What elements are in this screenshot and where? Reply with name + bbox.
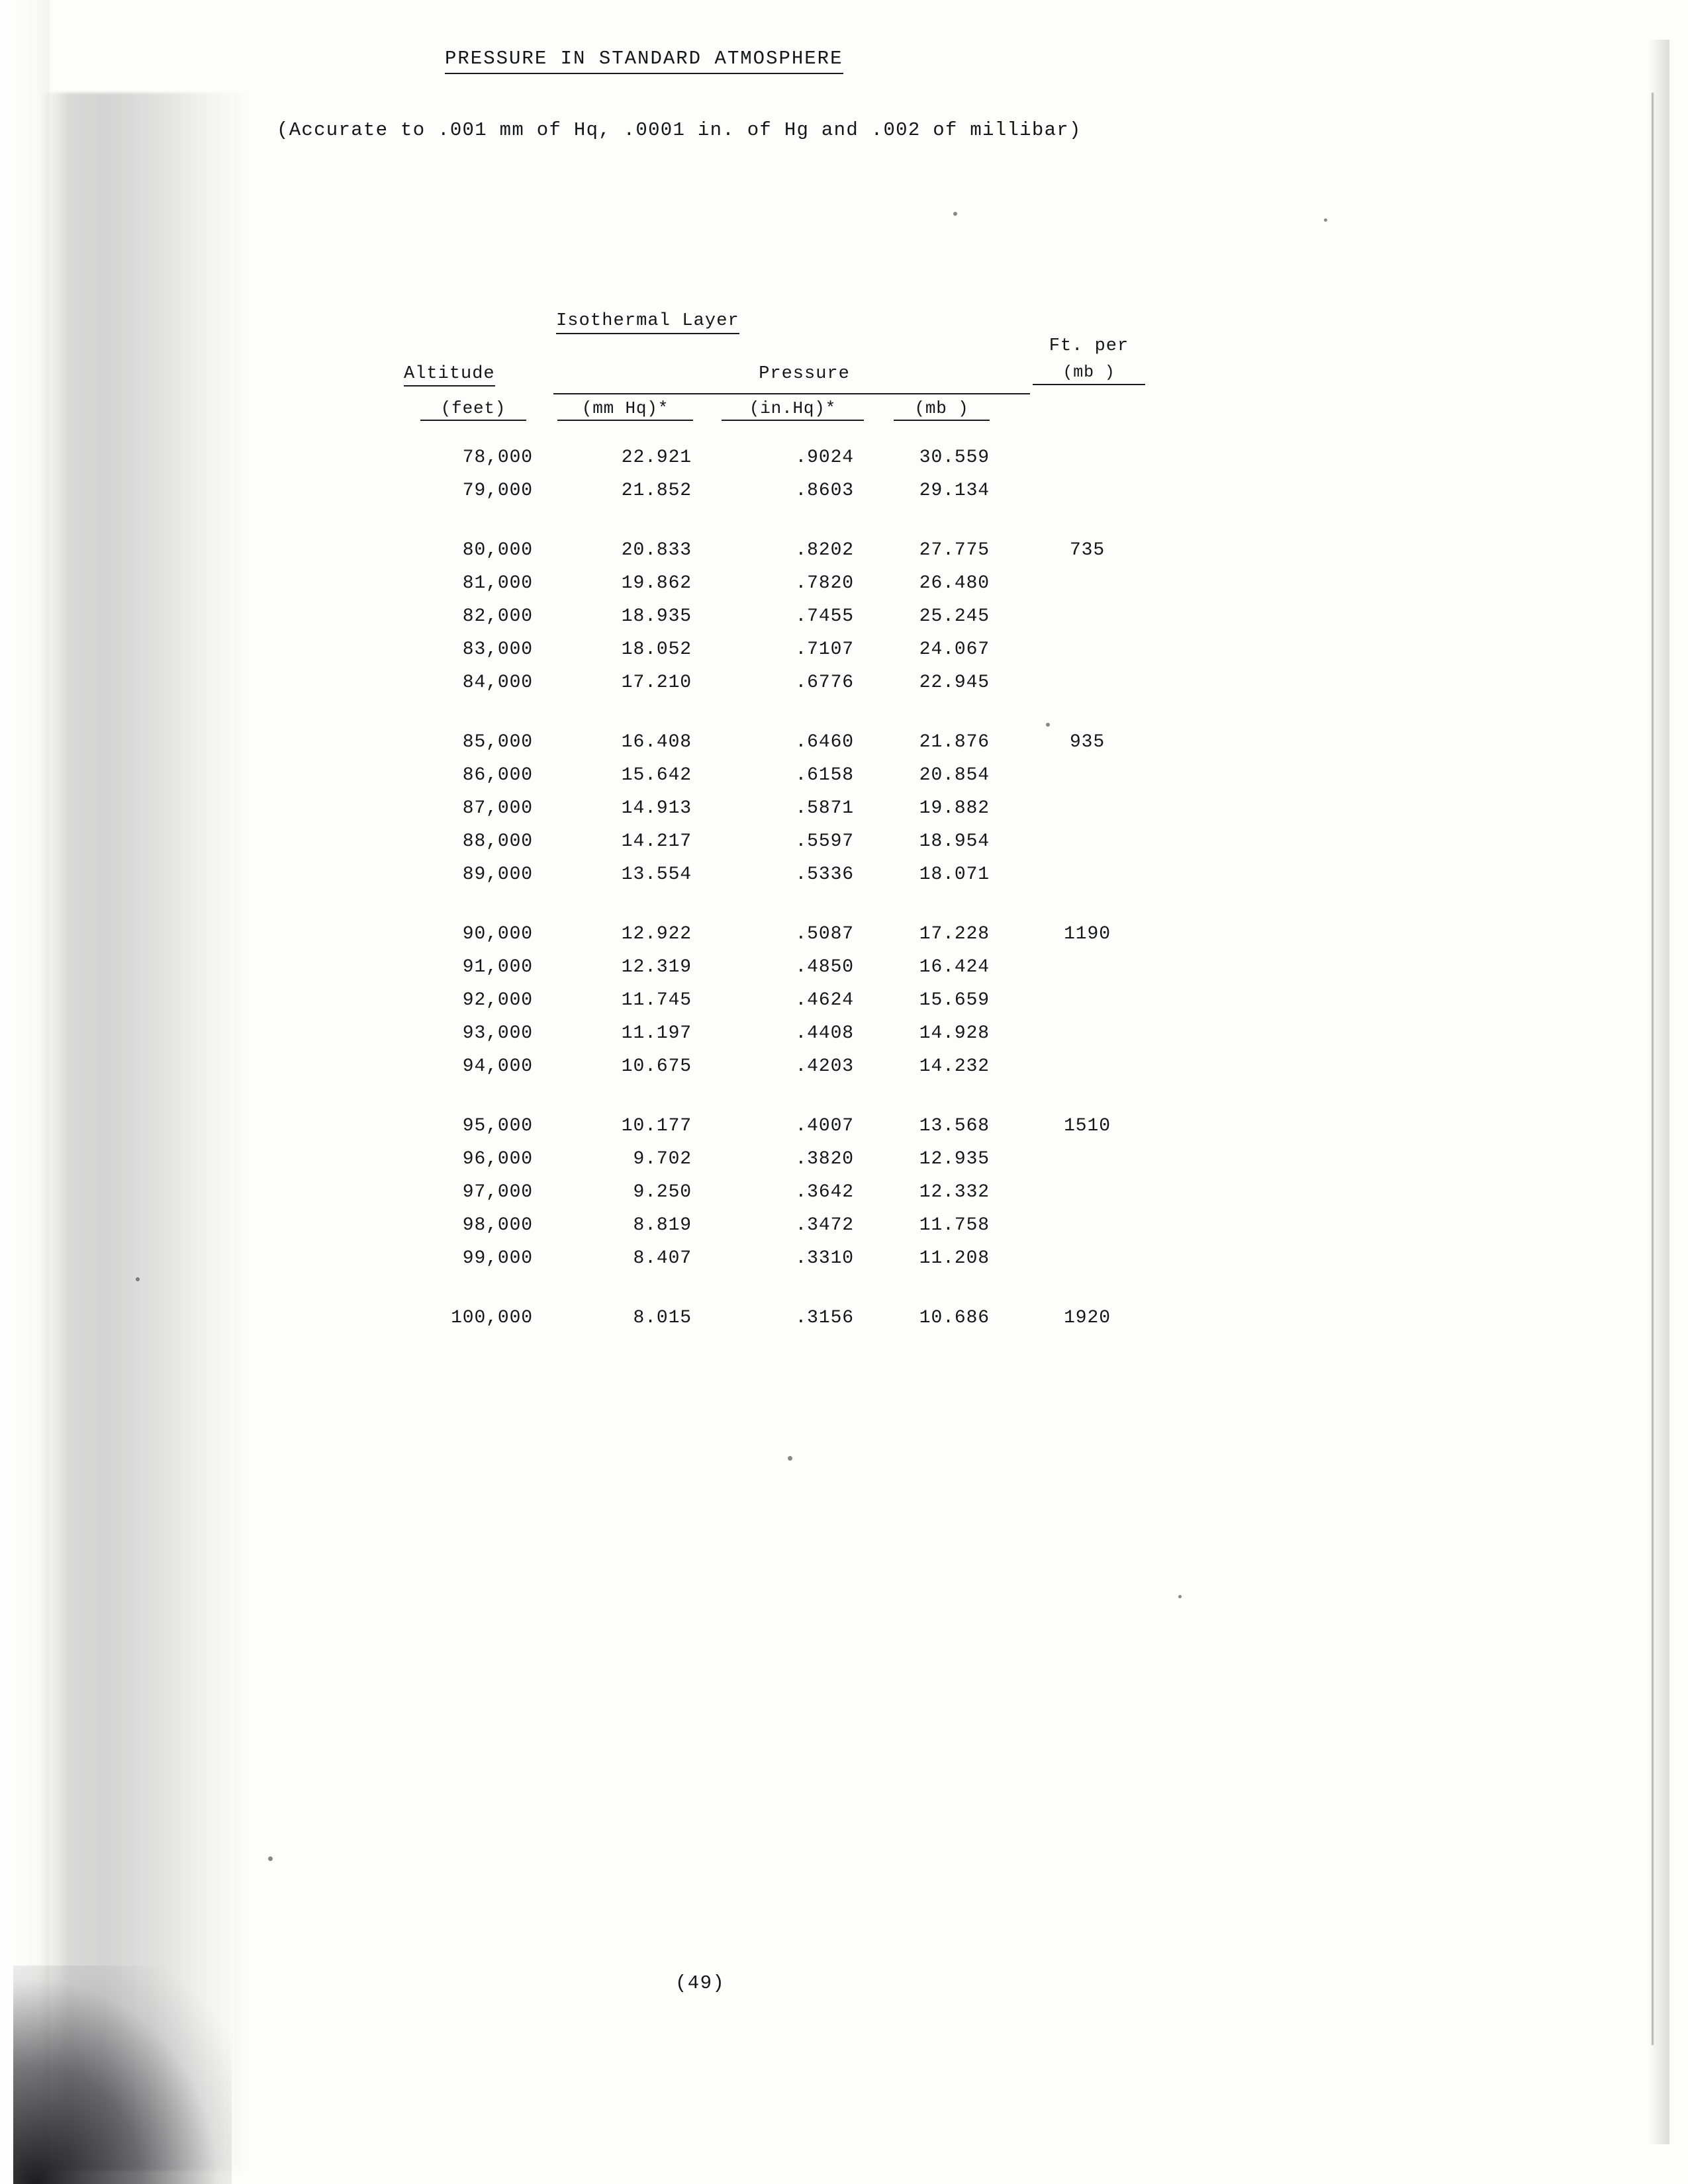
- mb-cell: 16.424: [919, 957, 990, 978]
- inhg-cell: .5871: [795, 798, 854, 819]
- table-row: [391, 1182, 1185, 1215]
- table-row: [391, 1056, 1185, 1089]
- mmhg-cell: 8.407: [633, 1248, 692, 1269]
- altitude-cell: 90,000: [462, 924, 533, 944]
- altitude-cell: 79,000: [462, 480, 533, 501]
- mb-cell: 14.928: [919, 1023, 990, 1044]
- mb-cell: 29.134: [919, 480, 990, 501]
- mmhg-cell: 10.675: [621, 1056, 692, 1077]
- mmhg-cell: 15.642: [621, 765, 692, 786]
- altitude-cell: 99,000: [462, 1248, 533, 1269]
- mmhg-cell: 11.197: [621, 1023, 692, 1044]
- inhg-cell: .4203: [795, 1056, 854, 1077]
- mmhg-cell: 14.217: [621, 831, 692, 852]
- inhg-cell: .7455: [795, 606, 854, 627]
- altitude-cell: 83,000: [462, 639, 533, 660]
- unit-header-row: [391, 398, 1185, 428]
- altitude-cell: 89,000: [462, 864, 533, 885]
- ft-per-cell: 735: [1069, 540, 1105, 561]
- table-row: [391, 798, 1185, 831]
- mb-cell: 25.245: [919, 606, 990, 627]
- mb-cell: 21.876: [919, 732, 990, 752]
- inhg-cell: .5087: [795, 924, 854, 944]
- altitude-cell: 92,000: [462, 990, 533, 1011]
- mb-cell: 19.882: [919, 798, 990, 819]
- mb-cell: 10.686: [919, 1308, 990, 1328]
- mb-cell: 11.758: [919, 1215, 990, 1236]
- altitude-unit-header: (feet): [420, 398, 526, 421]
- mmhg-cell: 16.408: [621, 732, 692, 752]
- table-row: [391, 1248, 1185, 1281]
- inhg-cell: .8603: [795, 480, 854, 501]
- table-row: [391, 447, 1185, 480]
- mmhg-cell: 20.833: [621, 540, 692, 561]
- mmhg-cell: 10.177: [621, 1116, 692, 1136]
- table-row: [391, 573, 1185, 606]
- table-row: [391, 1116, 1185, 1149]
- page-number: (49): [675, 1972, 726, 1994]
- altitude-cell: 86,000: [462, 765, 533, 786]
- table-row: [391, 1215, 1185, 1248]
- ft-per-cell: 935: [1069, 732, 1105, 752]
- mb-cell: 12.332: [919, 1182, 990, 1203]
- mmhg-cell: 12.922: [621, 924, 692, 944]
- altitude-cell: 85,000: [462, 732, 533, 752]
- table-row: [391, 1023, 1185, 1056]
- accuracy-note: (Accurate to .001 mm of Hq, .0001 in. of Hg and .002 of millibar): [277, 119, 1082, 141]
- mb-cell: 17.228: [919, 924, 990, 944]
- mb-cell: 20.854: [919, 765, 990, 786]
- pressure-group-header: Pressure: [759, 364, 850, 384]
- mb-cell: 12.935: [919, 1149, 990, 1169]
- mmhg-cell: 19.862: [621, 573, 692, 594]
- page-title: PRESSURE IN STANDARD ATMOSPHERE: [445, 48, 843, 74]
- inhg-cell: .4850: [795, 957, 854, 978]
- table-body: [391, 447, 1185, 1341]
- mb-cell: 11.208: [919, 1248, 990, 1269]
- table-row: [391, 864, 1185, 897]
- mmhg-cell: 14.913: [621, 798, 692, 819]
- inhg-cell: .3156: [795, 1308, 854, 1328]
- mb-cell: 18.071: [919, 864, 990, 885]
- altitude-cell: 94,000: [462, 1056, 533, 1077]
- table-row: [391, 1308, 1185, 1341]
- mb-cell: 18.954: [919, 831, 990, 852]
- inhg-cell: .7820: [795, 573, 854, 594]
- inhg-cell: .4408: [795, 1023, 854, 1044]
- mmhg-cell: 13.554: [621, 864, 692, 885]
- altitude-cell: 80,000: [462, 540, 533, 561]
- pressure-header-rule: [553, 393, 1030, 394]
- table-row: [391, 672, 1185, 705]
- altitude-cell: 98,000: [462, 1215, 533, 1236]
- altitude-cell: 78,000: [462, 447, 533, 468]
- inhg-cell: .4624: [795, 990, 854, 1011]
- table-row: [391, 732, 1185, 765]
- altitude-cell: 81,000: [462, 573, 533, 594]
- inhg-cell: .3820: [795, 1149, 854, 1169]
- altitude-cell: 93,000: [462, 1023, 533, 1044]
- mb-cell: 30.559: [919, 447, 990, 468]
- inhg-cell: .8202: [795, 540, 854, 561]
- mb-cell: 14.232: [919, 1056, 990, 1077]
- inhg-cell: .3642: [795, 1182, 854, 1203]
- mmhg-cell: 9.250: [633, 1182, 692, 1203]
- inhg-cell: .3310: [795, 1248, 854, 1269]
- table-row: [391, 639, 1185, 672]
- altitude-cell: 82,000: [462, 606, 533, 627]
- mmhg-cell: 22.921: [621, 447, 692, 468]
- mmhg-cell: 8.015: [633, 1308, 692, 1328]
- ft-per-cell: 1920: [1064, 1308, 1111, 1328]
- mb-cell: 26.480: [919, 573, 990, 594]
- ft-per-cell: 1190: [1064, 924, 1111, 944]
- mmhg-cell: 17.210: [621, 672, 692, 693]
- mb-cell: 15.659: [919, 990, 990, 1011]
- inhg-cell: .7107: [795, 639, 854, 660]
- altitude-cell: 100,000: [451, 1308, 533, 1328]
- mb-cell: 13.568: [919, 1116, 990, 1136]
- table-row: [391, 957, 1185, 990]
- table-row: [391, 480, 1185, 514]
- mmhg-cell: 18.052: [621, 639, 692, 660]
- mmhg-cell: 21.852: [621, 480, 692, 501]
- altitude-cell: 91,000: [462, 957, 533, 978]
- mmhg-cell: 11.745: [621, 990, 692, 1011]
- table-row: [391, 1149, 1185, 1182]
- mmhg-cell: 12.319: [621, 957, 692, 978]
- ft-per-unit-header: (mb ): [1033, 363, 1145, 385]
- ft-per-header: Ft. per: [1049, 336, 1129, 356]
- table-row: [391, 606, 1185, 639]
- mmhg-cell: 9.702: [633, 1149, 692, 1169]
- mmhg-unit-header: (mm Hq)*: [557, 398, 693, 421]
- altitude-cell: 84,000: [462, 672, 533, 693]
- inhg-cell: .3472: [795, 1215, 854, 1236]
- isothermal-layer-label: Isothermal Layer: [556, 311, 739, 334]
- mb-unit-header: (mb ): [894, 398, 990, 421]
- inhg-cell: .6158: [795, 765, 854, 786]
- inhg-cell: .6460: [795, 732, 854, 752]
- table-row: [391, 765, 1185, 798]
- inhg-cell: .6776: [795, 672, 854, 693]
- mb-cell: 27.775: [919, 540, 990, 561]
- table-row: [391, 924, 1185, 957]
- inhg-cell: .9024: [795, 447, 854, 468]
- altitude-cell: 87,000: [462, 798, 533, 819]
- altitude-cell: 95,000: [462, 1116, 533, 1136]
- altitude-header: Altitude: [404, 364, 495, 387]
- mb-cell: 24.067: [919, 639, 990, 660]
- table-row: [391, 540, 1185, 573]
- table-row: [391, 990, 1185, 1023]
- inhg-cell: .5336: [795, 864, 854, 885]
- inhg-unit-header: (in.Hq)*: [722, 398, 864, 421]
- altitude-cell: 96,000: [462, 1149, 533, 1169]
- mb-cell: 22.945: [919, 672, 990, 693]
- inhg-cell: .4007: [795, 1116, 854, 1136]
- inhg-cell: .5597: [795, 831, 854, 852]
- altitude-cell: 88,000: [462, 831, 533, 852]
- altitude-cell: 97,000: [462, 1182, 533, 1203]
- ft-per-cell: 1510: [1064, 1116, 1111, 1136]
- mmhg-cell: 8.819: [633, 1215, 692, 1236]
- table-row: [391, 831, 1185, 864]
- mmhg-cell: 18.935: [621, 606, 692, 627]
